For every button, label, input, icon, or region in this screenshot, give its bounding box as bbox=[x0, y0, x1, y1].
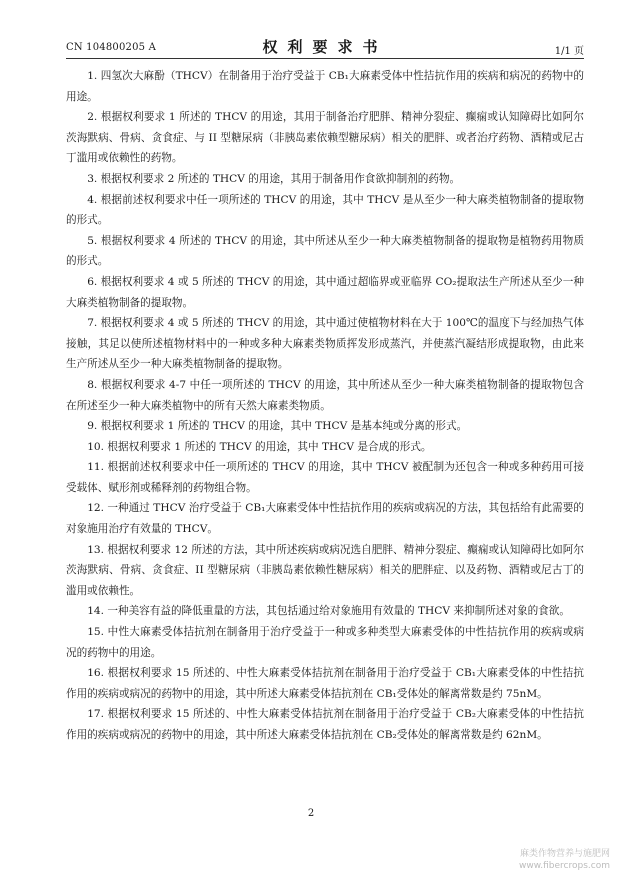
claim-2: 2. 根据权利要求 1 所述的 THCV 的用途，其用于制备治疗肥胖、精神分裂症、癫痫或认知障碍比如阿尔茨海默病、骨病、贪食症、与 II 型糖尿病（非胰岛素依赖型糖尿病）相关的肥胖、或者治疗药物、酒精或尼古丁滥用或依赖性的药物。 bbox=[66, 111, 584, 165]
claim-12: 12. 一种通过 THCV 治疗受益于 CB₁大麻素受体中性拮抗作用的疾病或病况的方法，其包括给有此需要的对象施用治疗有效量的 THCV。 bbox=[66, 502, 584, 536]
claim-7: 7. 根据权利要求 4 或 5 所述的 THCV 的用途，其中通过使植物材料在大于 100℃的温度下与经加热气体接触，其足以使所述植物材料中的一种或多种大麻素类物质挥发形成蒸汽，并使蒸汽凝结形成提取物，由此来生产所述从至少一种大麻类植物制备的提取物。 bbox=[66, 317, 584, 371]
claim-10: 10. 根据权利要求 1 所述的 THCV 的用途，其中 THCV 是合成的形式。 bbox=[87, 440, 432, 453]
page-count: 1/1 页 bbox=[554, 46, 584, 57]
claim-3: 3. 根据权利要求 2 所述的 THCV 的用途，其用于制备用作食欲抑制剂的药物。 bbox=[87, 172, 461, 185]
publication-number: CN 104800205 A bbox=[66, 42, 157, 53]
claim-1: 1. 四氢次大麻酚（THCV）在制备用于治疗受益于 CB₁大麻素受体中性拮抗作用的疾病和病况的药物中的用途。 bbox=[66, 70, 584, 103]
claim-9: 9. 根据权利要求 1 所述的 THCV 的用途，其中 THCV 是基本纯或分离的形式。 bbox=[87, 420, 468, 433]
claims-list bbox=[66, 66, 584, 746]
watermark-site-name: 麻类作物营养与施肥网 bbox=[519, 849, 610, 859]
claim-17: 17. 根据权利要求 15 所述的、中性大麻素受体拮抗剂在制备用于治疗受益于 CB₂大麻素受体的中性拮抗作用的疾病或病况的药物中的用途，其中所述大麻素受体拮抗剂在 CB₂受体处的解离常数是约 62nM。 bbox=[66, 708, 584, 741]
claim-13: 13. 根据权利要求 12 所述的方法，其中所述疾病或病况选自肥胖、精神分裂症、癫痫或认知障碍比如阿尔茨海默病、骨病、贪食症、II 型糖尿病（非胰岛素依赖性糖尿病）相关的肥胖症、以及药物、酒精或尼古丁的滥用或依赖性。 bbox=[66, 543, 584, 597]
page-number: 2 bbox=[307, 808, 315, 819]
page-title: 权利要求书 bbox=[262, 38, 388, 56]
claim-6: 6. 根据权利要求 4 或 5 所述的 THCV 的用途，其中通过超临界或亚临界 CO₂提取法生产所述从至少一种大麻类植物制备的提取物。 bbox=[66, 275, 584, 309]
claim-5: 5. 根据权利要求 4 所述的 THCV 的用途，其中所述从至少一种大麻类植物制备的提取物是植物药用物质的形式。 bbox=[66, 234, 584, 268]
claim-8: 8. 根据权利要求 4-7 中任一项所述的 THCV 的用途，其中所述从至少一种大麻类植物制备的提取物包含在所述至少一种大麻类植物中的所有天然大麻素类物质。 bbox=[66, 378, 584, 412]
claim-4: 4. 根据前述权利要求中任一项所述的 THCV 的用途，其中 THCV 是从至少一种大麻类植物制备的提取物的形式。 bbox=[66, 193, 584, 227]
claim-11: 11. 根据前述权利要求中任一项所述的 THCV 的用途，其中 THCV 被配制为还包含一种或多种药用可接受载体、赋形剂或稀释剂的药物组合物。 bbox=[66, 461, 584, 494]
document-header bbox=[66, 36, 584, 59]
site-watermark bbox=[519, 848, 610, 872]
claim-16: 16. 根据权利要求 15 所述的、中性大麻素受体拮抗剂在制备用于治疗受益于 CB₁大麻素受体的中性拮抗作用的疾病或病况的药物中的用途，其中所述大麻素受体拮抗剂在 CB₁受体处的解离常数是约 75nM。 bbox=[66, 667, 584, 700]
watermark-url: www.fibercrops.com bbox=[519, 861, 610, 871]
claim-15: 15. 中性大麻素受体拮抗剂在制备用于治疗受益于一种或多种类型大麻素受体的中性拮抗作用的疾病或病况的药物中的用途。 bbox=[66, 626, 584, 659]
claim-14: 14. 一种美容有益的降低重量的方法，其包括通过给对象施用有效量的 THCV 来抑制所述对象的食欲。 bbox=[87, 605, 570, 618]
